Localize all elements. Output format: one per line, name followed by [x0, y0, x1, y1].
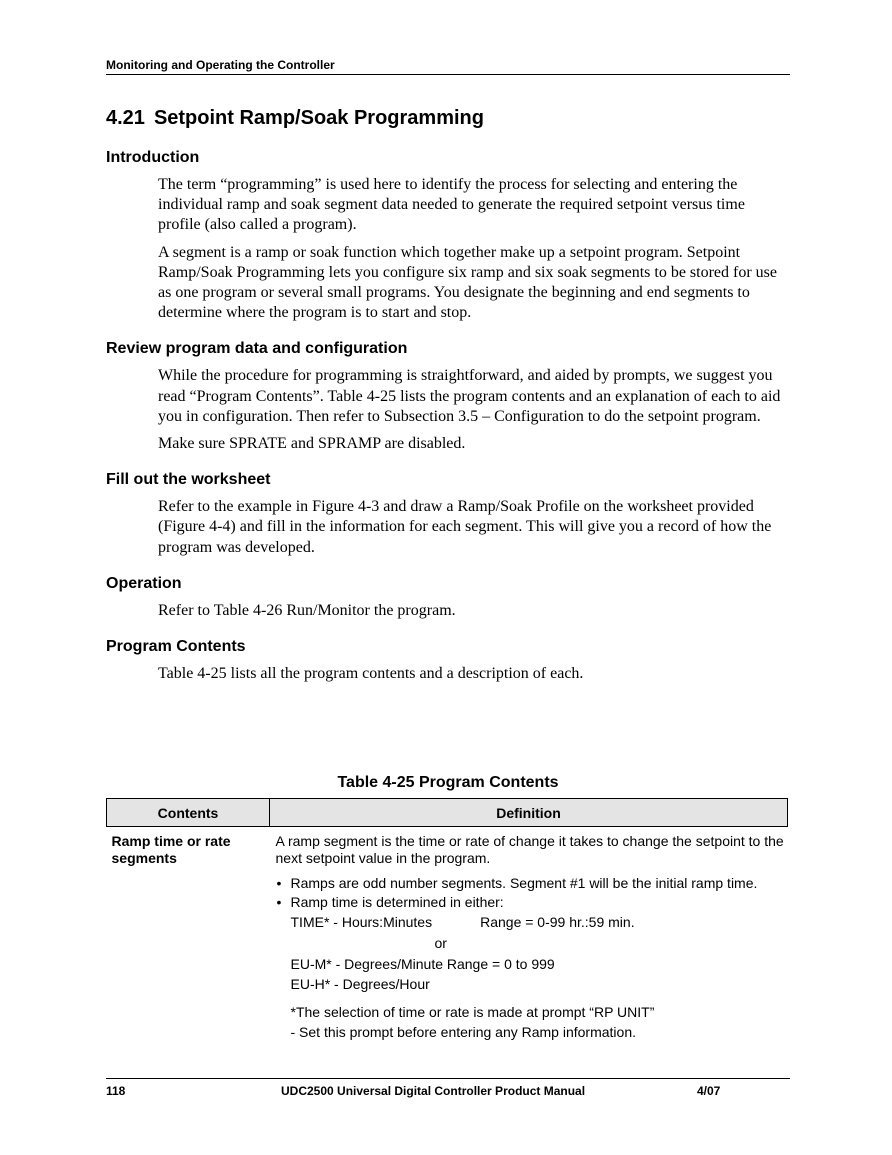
review-block [106, 339, 790, 454]
table-header-row [107, 799, 788, 827]
paragraph: Table 4-25 lists all the program contents and a description of each. [158, 665, 584, 683]
subhead-worksheet: Fill out the worksheet [106, 471, 271, 489]
paragraph: The term “programming” is used here to identify the process for selecting and entering the individual ramp and soak segment data needed to generate the required setpoint versus time profile (also called a program). [158, 176, 745, 234]
table-caption: Table 4-25 Program Contents [337, 774, 559, 791]
time-label: TIME* - Hours:Minutes [290, 914, 433, 930]
worksheet-block [106, 470, 790, 558]
set-prompt-note: - Set this prompt before entering any Ramp information. [290, 1024, 637, 1040]
time-range: Range = 0-99 hr.:59 min. [480, 914, 635, 930]
definition-intro: A ramp segment is the time or rate of change it takes to change the setpoint to the next setpoint value in the program. [275, 833, 784, 866]
list-item [276, 874, 787, 893]
paragraph: A segment is a ramp or soak function which together make up a setpoint program. Setpoint Ramp/Soak Programming lets you configure six ramp and six soak segments to be stored for use as one program or several small programs. You designate the beginning and end segments to determine where the program is to start and stop. [158, 243, 778, 322]
section-title [106, 105, 484, 131]
section-title-text: Setpoint Ramp/Soak Programming [153, 107, 484, 129]
list-item-text: Ramps are odd number segments. Segment #1 will be the initial ramp time. [290, 875, 758, 891]
cell-definition [270, 827, 788, 1044]
paragraph: Refer to Table 4-26 Run/Monitor the program. [158, 601, 456, 619]
section-number: 4.21 [106, 107, 145, 129]
program-contents-table [106, 798, 788, 1043]
introduction-block [106, 148, 790, 323]
program-contents-block [106, 637, 790, 684]
subhead-operation: Operation [106, 574, 182, 592]
or-text: or [434, 935, 447, 951]
column-header-definition: Definition [270, 799, 788, 827]
subhead-program-contents: Program Contents [106, 638, 246, 656]
manual-title: UDC2500 Universal Digital Controller Product Manual [281, 1084, 586, 1098]
revision-date: 4/07 [697, 1084, 721, 1098]
bullet-list [276, 874, 787, 912]
bullet-icon: • [276, 875, 282, 891]
paragraph: Refer to the example in Figure 4-3 and draw a Ramp/Soak Profile on the worksheet provided (Figure 4-4) and fill in the information for each segment. This will give you a record of how the program was developed. [158, 498, 772, 556]
body-content [106, 148, 790, 700]
column-header-contents: Contents [107, 799, 270, 827]
cell-contents: Ramp time or rate segments [111, 833, 231, 866]
paragraph: Make sure SPRATE and SPRAMP are disabled. [158, 435, 466, 453]
page-footer [106, 1078, 790, 1098]
operation-block [106, 574, 790, 621]
subhead-introduction: Introduction [106, 149, 200, 166]
page-number: 118 [106, 1084, 126, 1098]
list-item-text: Ramp time is determined in either: [290, 894, 504, 910]
spacer [276, 994, 787, 1002]
time-option [291, 912, 787, 932]
list-item [276, 893, 787, 912]
running-header: Monitoring and Operating the Controller [106, 58, 790, 75]
rp-unit-note: *The selection of time or rate is made at prompt “RP UNIT” [290, 1004, 655, 1020]
eu-m-option: EU-M* - Degrees/Minute Range = 0 to 999 [290, 956, 555, 972]
eu-h-option: EU-H* - Degrees/Hour [290, 976, 430, 992]
table-row [107, 827, 788, 1044]
paragraph: While the procedure for programming is straightforward, and aided by prompts, we suggest you read “Program Contents”. Table 4-25 lists the program contents and an explanation of each to aid you in configuration. Then refer to Subsection 3.5 – Configuration to do the setpoint program. [158, 367, 781, 425]
subhead-review: Review program data and configuration [106, 340, 408, 358]
bullet-icon: • [276, 894, 282, 910]
